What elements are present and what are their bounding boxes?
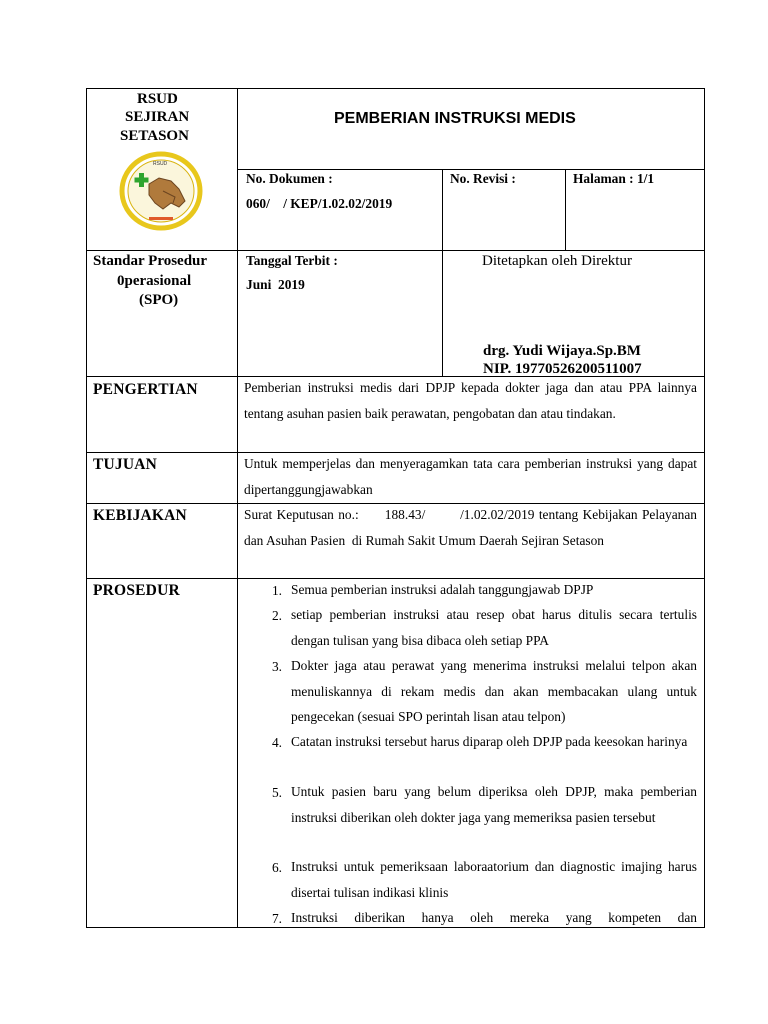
pengertian-text: Pemberian instruksi medis dari DPJP kepada dokter jaga dan atau PPA lainnya tentang asuhan pasien baik perawatan, pengobatan dan atau tindakan. xyxy=(244,380,697,421)
prosedur-item-6-text: Instruksi untuk pemeriksaan laboraatorium dan diagnostic imajing harus disertai tulisan indikasi klinis xyxy=(291,859,697,900)
logo-caption: RSUD xyxy=(153,161,168,167)
doc-number-value: 060/ / KEP/1.02.02/2019 xyxy=(246,196,393,211)
director-nip: NIP. 19770526200511007 xyxy=(483,361,642,377)
pengertian-label: PENGERTIAN xyxy=(93,381,198,398)
prosedur-item-1-number: 1. xyxy=(271,583,282,598)
table-border-left xyxy=(86,88,87,928)
header-subrow-line xyxy=(237,169,705,170)
prosedur-item-1-text: Semua pemberian instruksi adalah tanggungjawab DPJP xyxy=(291,582,594,597)
issue-date-label: Tanggal Terbit : xyxy=(246,253,338,268)
prosedur-item-7-text: Instruksi diberikan hanya oleh mereka yang kompeten dan xyxy=(291,910,697,925)
table-border-top xyxy=(86,88,705,89)
kebijakan-text: Surat Keputusan no.: 188.43/ /1.02.02/2019 tentang Kebijakan Pelayanan dan Asuhan Pasien di Rumah Sakit Umum Daerah Sejiran Setason xyxy=(244,507,701,548)
header-bottom-line xyxy=(86,250,705,251)
spo-line2: 0perasional xyxy=(117,273,192,289)
spo-line1: Standar Prosedur xyxy=(93,253,208,269)
document-title: PEMBERIAN INSTRUKSI MEDIS xyxy=(334,110,576,127)
doc-number-label: No. Dokumen : xyxy=(246,171,333,186)
spo-line3: (SPO) xyxy=(139,292,179,308)
hospital-logo xyxy=(119,151,203,231)
prosedur-item-4-text: Catatan instruksi tersebut harus diparap oleh DPJP pada keesokan harinya xyxy=(291,734,688,749)
prosedur-item-2-number: 2. xyxy=(271,608,282,623)
issue-date-value: Juni 2019 xyxy=(246,277,305,292)
kebijakan-label: KEBIJAKAN xyxy=(93,507,187,524)
prosedur-item-7-number: 7. xyxy=(271,911,282,926)
hospital-name-line2: SEJIRAN xyxy=(125,109,190,125)
prosedur-item-2-text: setiap pemberian instruksi atau resep obat harus ditulis secara tertulis dengan tulisan yang bisa dibaca oleh setiap PPA xyxy=(291,607,697,648)
page-label: Halaman : 1/1 xyxy=(573,171,655,186)
table-border-right xyxy=(704,88,705,928)
page-divider xyxy=(565,169,566,250)
column-divider xyxy=(237,88,238,928)
prosedur-item-5-number: 5. xyxy=(271,785,282,800)
hospital-name-line1: RSUD xyxy=(137,91,178,107)
approved-by: Ditetapkan oleh Direktur xyxy=(482,253,632,269)
director-name: drg. Yudi Wijaya.Sp.BM xyxy=(483,343,641,359)
prosedur-item-3-text: Dokter jaga atau perawat yang menerima instruksi melalui telpon akan menuliskannya di rekam medis dan akan membacakan ulang untuk pengecekan (sesuai SPO perintah lisan atau telpon) xyxy=(291,658,697,724)
prosedur-item-3-number: 3. xyxy=(271,659,282,674)
prosedur-item-5-text: Untuk pasien baru yang belum diperiksa oleh DPJP, maka pemberian instruksi diberikan oleh dokter jaga yang memeriksa pasien tersebut xyxy=(291,784,697,825)
revision-label: No. Revisi : xyxy=(450,171,516,186)
prosedur-label: PROSEDUR xyxy=(93,582,180,599)
revision-divider xyxy=(442,169,443,376)
tujuan-text: Untuk memperjelas dan menyeragamkan tata cara pemberian instruksi yang dapat dipertanggungjawabkan xyxy=(244,456,697,497)
prosedur-item-6-number: 6. xyxy=(271,860,282,875)
table-border-bottom xyxy=(86,927,705,928)
prosedur-item-4-number: 4. xyxy=(271,735,282,750)
tujuan-label: TUJUAN xyxy=(93,456,158,473)
hospital-name-line3: SETASON xyxy=(120,128,189,144)
